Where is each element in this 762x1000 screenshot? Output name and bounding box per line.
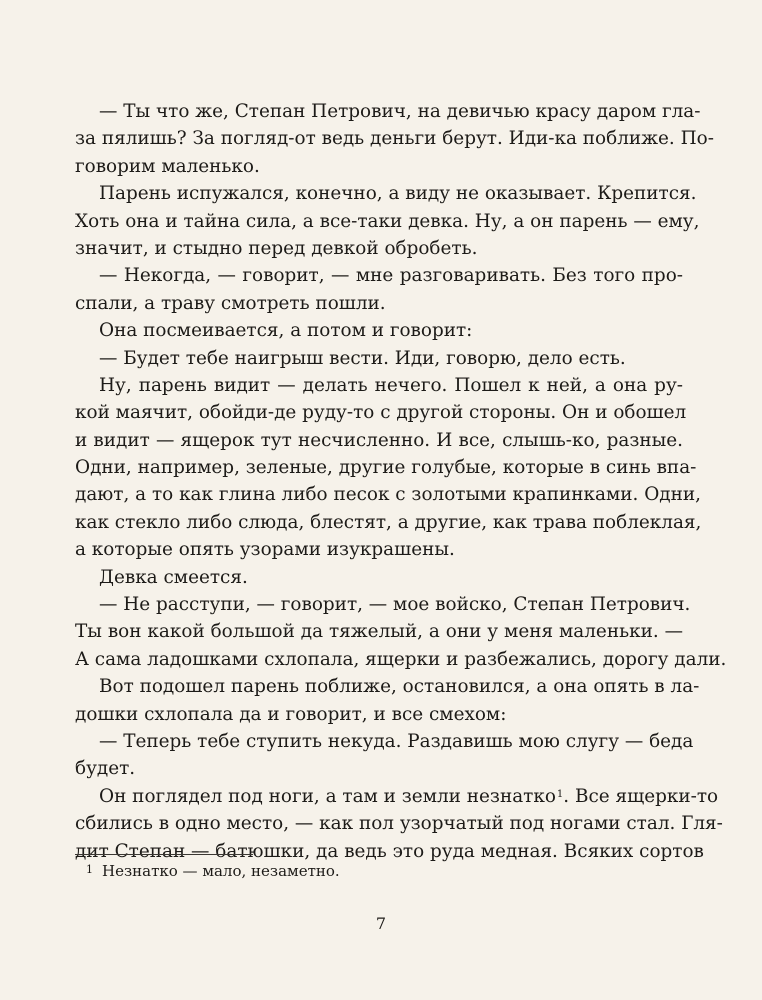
footnote-reference: 1 bbox=[556, 788, 564, 800]
text-line-3: говорим маленько. bbox=[75, 155, 260, 177]
text-line-5: Хоть она и тайна сила, а все-таки девка. Ну, а он парень — ему, bbox=[75, 210, 700, 232]
text-line-15: дают, а то как глина либо песок с золотыми крапинками. Одни, bbox=[75, 484, 701, 506]
text-line-26-start: Он поглядел под ноги, а там и земли незнатко bbox=[99, 785, 556, 807]
text-line-1: — Ты что же, Степан Петрович, на девичью красу даром гла- bbox=[99, 101, 701, 122]
footnote-text: Незнатко — мало, незаметно. bbox=[102, 862, 340, 880]
text-line-13: и видит — ящерок тут несчисленно. И все, слышь-ко, разные. bbox=[75, 429, 683, 451]
text-line-11: Ну, парень видит — делать нечего. Пошел к ней, а она ру- bbox=[99, 374, 683, 396]
text-line-28: дит Степан — батюшки, да ведь это руда медная. Всяких сортов bbox=[75, 840, 704, 862]
text-line-19: — Не расступи, — говорит, — мое войско, Степан Петрович. bbox=[99, 594, 691, 616]
text-line-10: — Будет тебе наигрыш вести. Иди, говорю, дело есть. bbox=[99, 347, 626, 369]
text-line-18: Девка смеется. bbox=[99, 566, 248, 588]
text-line-20: Ты вон какой большой да тяжелый, а они у меня маленьки. — bbox=[75, 621, 683, 643]
footnote bbox=[86, 860, 340, 882]
text-line-14: Одни, например, зеленые, другие голубые, которые в синь впа- bbox=[75, 457, 697, 479]
text-line-25: будет. bbox=[75, 758, 136, 780]
text-line-21: А сама ладошками схлопала, ящерки и разбежались, дорогу дали. bbox=[75, 648, 727, 670]
text-line-8: спали, а траву смотреть пошли. bbox=[75, 292, 386, 314]
text-line-7: — Некогда, — говорит, — мне разговаривать. Без того про- bbox=[99, 265, 683, 287]
text-line-4: Парень испужался, конечно, а виду не оказывает. Крепится. bbox=[99, 183, 697, 205]
text-line-26 bbox=[75, 783, 719, 810]
text-line-17: а которые опять узорами изукрашены. bbox=[75, 539, 455, 561]
page-number: 7 bbox=[375, 914, 387, 933]
text-line-6: значит, и стыдно перед девкой обробеть. bbox=[75, 237, 478, 259]
text-line-16: как стекло либо слюда, блестят, а другие, как трава поблеклая, bbox=[75, 511, 702, 533]
footnote-marker: 1 bbox=[86, 863, 93, 876]
text-line-2: за пялишь? За погляд-от ведь деньги берут. Иди-ка поближе. По- bbox=[75, 128, 714, 150]
text-line-24: — Теперь тебе ступить некуда. Раздавишь мою слугу — беда bbox=[99, 730, 694, 752]
text-line-23: дошки схлопала да и говорит, и все смехом: bbox=[75, 703, 507, 725]
text-line-22: Вот подошел парень поближе, остановился, а она опять в ла- bbox=[99, 676, 700, 698]
text-line-26-end: . Все ящерки-то bbox=[563, 785, 719, 807]
text-line-27: сбились в одно место, — как пол узорчатый под ногами стал. Гля- bbox=[75, 813, 723, 835]
footnote-divider bbox=[75, 854, 253, 855]
text-line-12: кой маячит, обойди-де руду-то с другой стороны. Он и обошел bbox=[75, 402, 687, 424]
text-line-9: Она посмеивается, а потом и говорит: bbox=[99, 320, 473, 342]
main-text bbox=[75, 98, 727, 865]
